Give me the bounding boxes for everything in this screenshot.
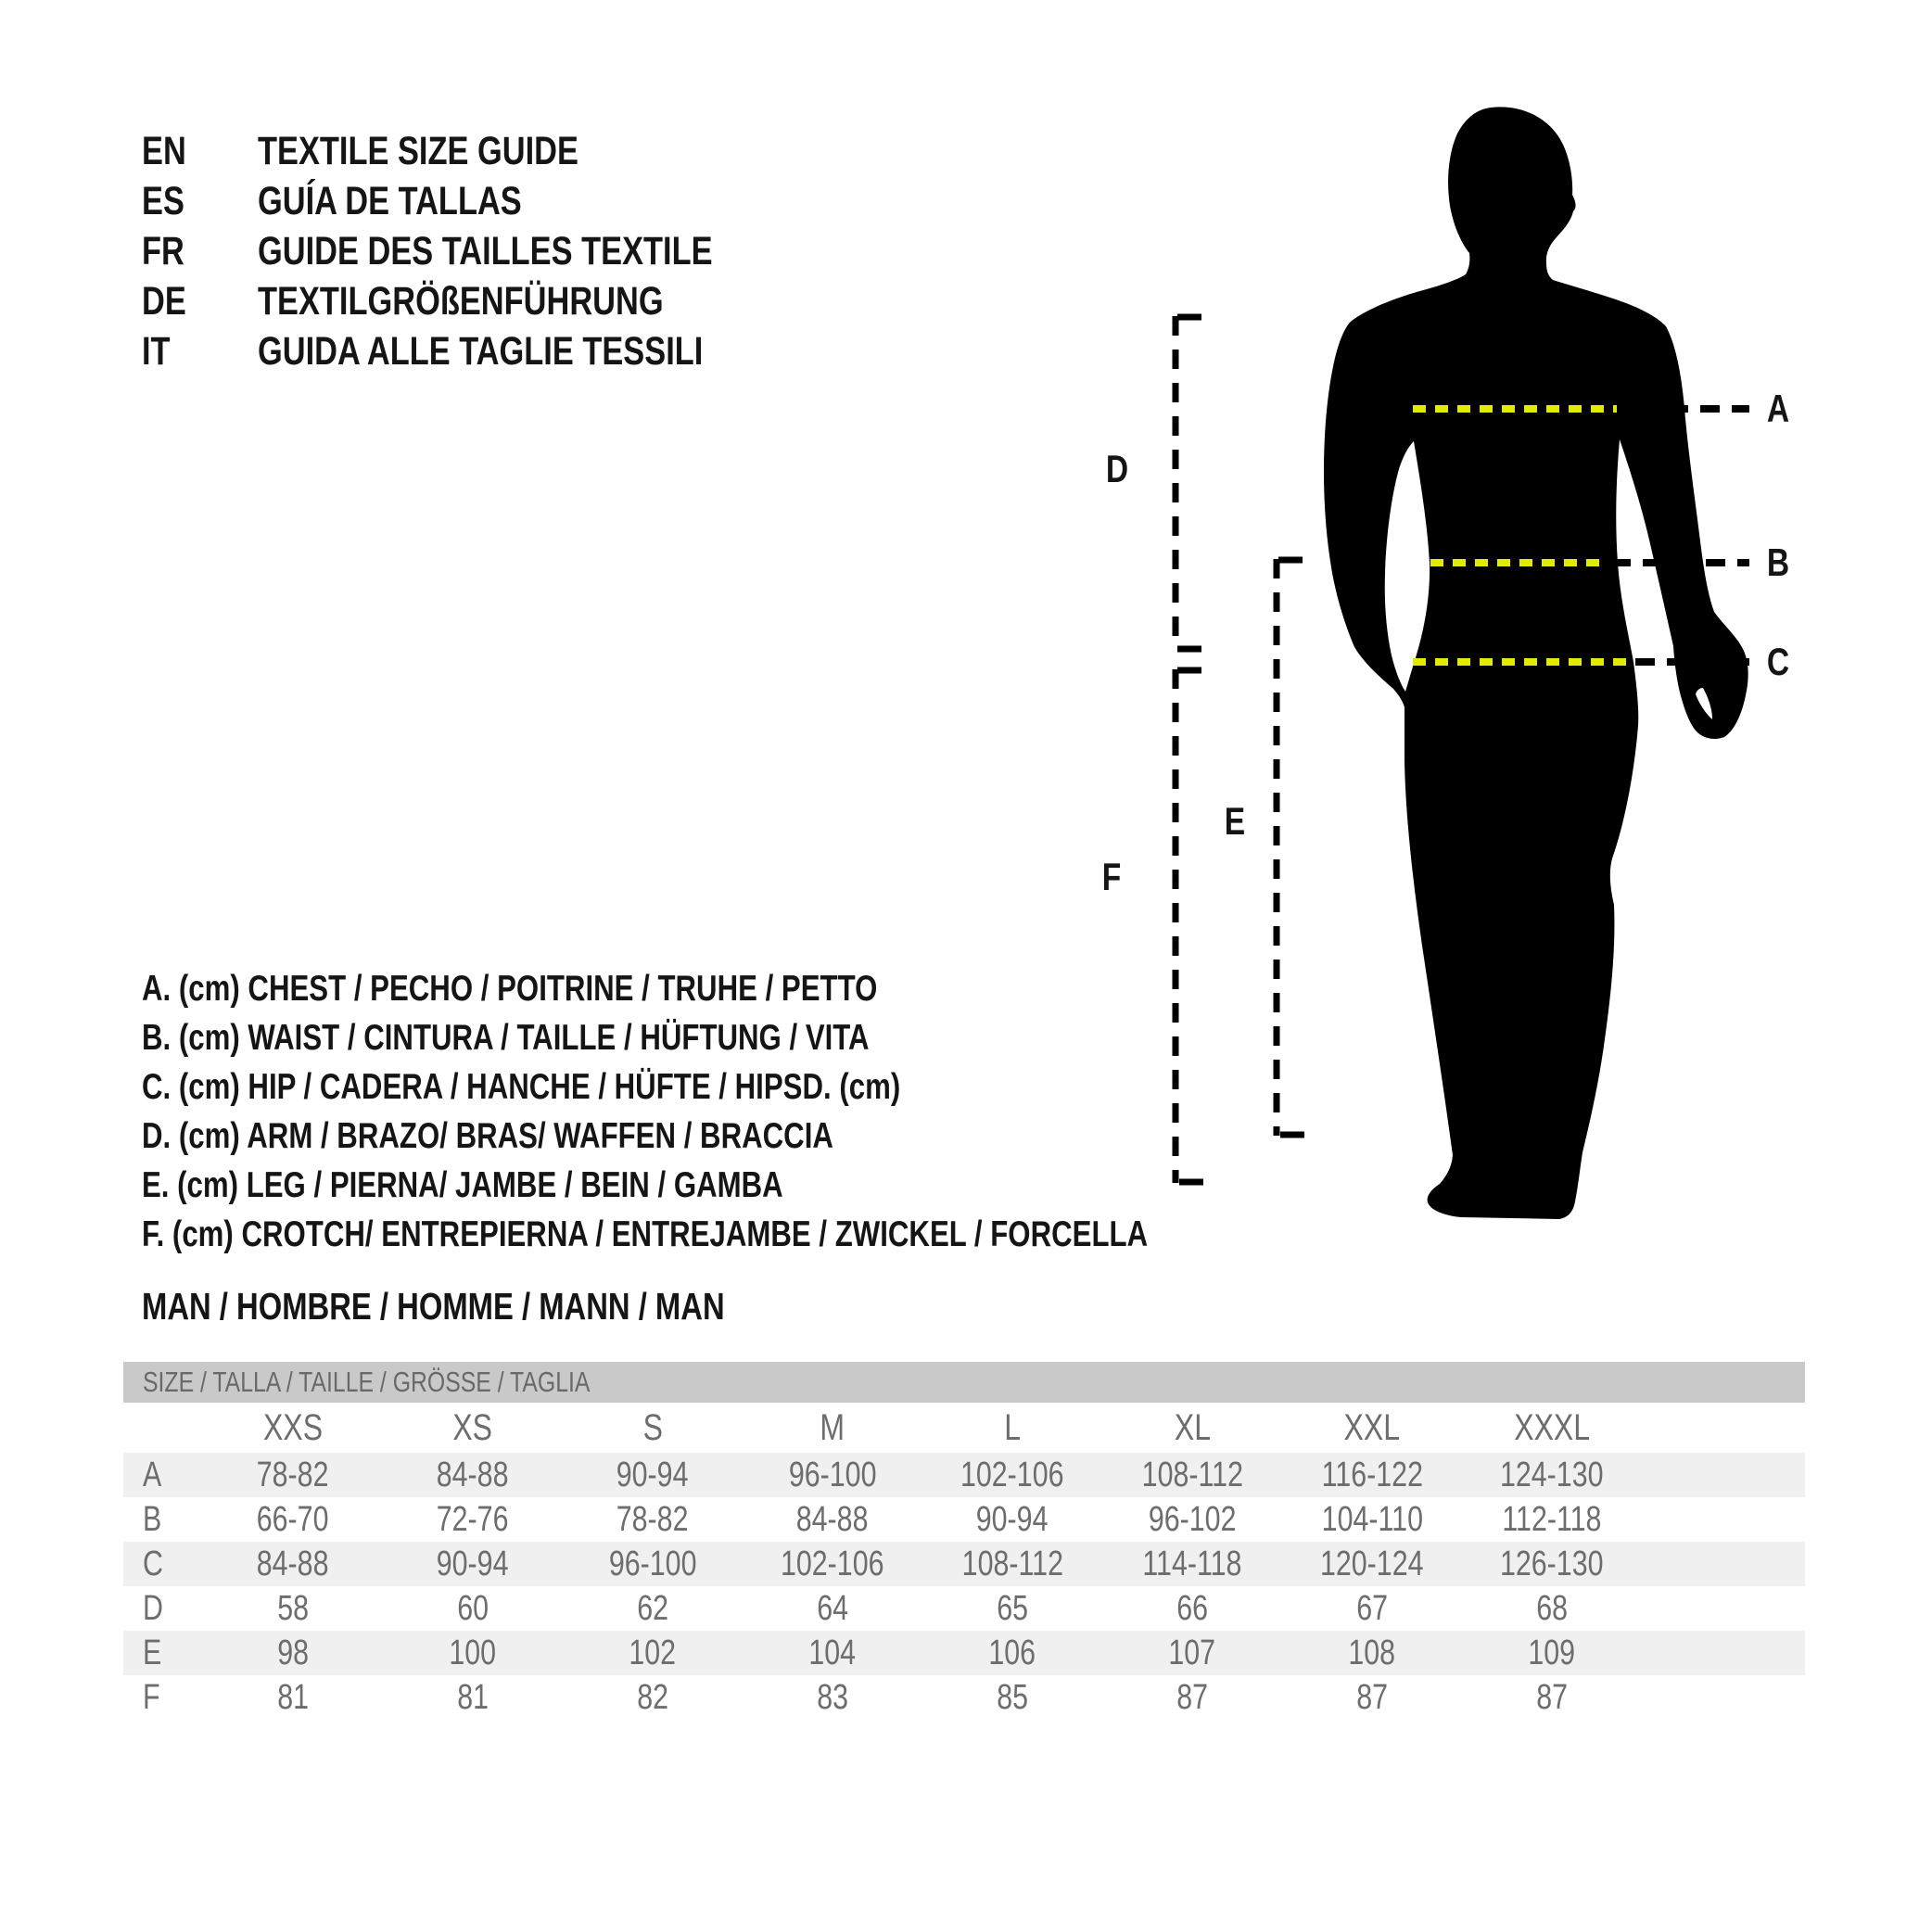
cell-value: 68 [1536, 1588, 1568, 1628]
cell-value: 90-94 [616, 1455, 689, 1494]
cell-value: 98 [277, 1633, 309, 1672]
language-code: DE [142, 279, 186, 324]
cell-value: 90-94 [437, 1544, 509, 1583]
cell-value: 96-100 [608, 1544, 697, 1583]
measurement-legend [142, 964, 1399, 1259]
size-column-xxl: XXL [1343, 1406, 1401, 1448]
cell-value: 84-88 [437, 1455, 509, 1494]
row-label: B [143, 1499, 162, 1539]
cell-value: 81 [277, 1677, 309, 1717]
row-label: D [143, 1588, 163, 1628]
cell-value: 58 [277, 1588, 309, 1628]
guide-title-es: GUÍA DE TALLAS [258, 179, 522, 223]
cell-value: 109 [1528, 1633, 1576, 1672]
size-column-s: S [642, 1406, 663, 1448]
size-column-xxs: XXS [262, 1406, 324, 1448]
size-column-xxxl: XXXL [1514, 1406, 1590, 1448]
language-row-it [142, 326, 826, 376]
cell-value: 114-118 [1142, 1544, 1242, 1583]
cell-value: 102-106 [781, 1544, 884, 1583]
size-column-m: M [820, 1406, 845, 1448]
language-row-de [142, 276, 826, 326]
cell-value: 124-130 [1500, 1455, 1604, 1494]
cell-value: 87 [1176, 1677, 1208, 1717]
legend-item-arm: D. (cm) ARM / BRAZO/ BRAS/ WAFFEN / BRACCIA [142, 1116, 833, 1156]
cell-value: 60 [457, 1588, 489, 1628]
row-label: A [143, 1455, 162, 1494]
cell-value: 90-94 [976, 1499, 1049, 1539]
cell-value: 120-124 [1320, 1544, 1424, 1583]
figure-label-crotch: F [1101, 855, 1122, 898]
table-row-f [123, 1675, 1805, 1720]
size-header-row [123, 1403, 1805, 1453]
size-column-l: L [1004, 1406, 1021, 1448]
cell-value: 65 [997, 1588, 1028, 1628]
language-code: ES [142, 179, 184, 223]
size-column-xl: XL [1174, 1406, 1211, 1448]
table-header-bar: SIZE / TALLA / TAILLE / GRÖSSE / TAGLIA [123, 1362, 1805, 1403]
language-code: EN [142, 129, 186, 173]
legend-item-chest: A. (cm) CHEST / PECHO / POITRINE / TRUHE / PETTO [142, 969, 878, 1009]
cell-value: 85 [997, 1677, 1028, 1717]
row-label: F [143, 1677, 160, 1717]
size-table [123, 1362, 1805, 1720]
language-row-fr [142, 226, 826, 276]
cell-value: 87 [1356, 1677, 1388, 1717]
cell-value: 102 [629, 1633, 677, 1672]
table-row-b [123, 1497, 1805, 1542]
language-code: FR [142, 229, 184, 273]
row-label: E [143, 1633, 162, 1672]
cell-value: 104-110 [1321, 1499, 1423, 1539]
size-column-xs: XS [452, 1406, 493, 1448]
cell-value: 64 [817, 1588, 848, 1628]
legend-item-crotch: F. (cm) CROTCH/ ENTREPIERNA / ENTREJAMBE / ZWICKEL / FORCELLA [142, 1214, 1149, 1254]
cell-value: 72-76 [437, 1499, 509, 1539]
cell-value: 107 [1168, 1633, 1216, 1672]
cell-value: 108-112 [961, 1544, 1063, 1583]
cell-value: 84-88 [796, 1499, 869, 1539]
figure-label-leg: E [1224, 799, 1246, 843]
cell-value: 116-122 [1321, 1455, 1423, 1494]
figure-label-hip: C [1766, 640, 1790, 683]
cell-value: 66 [1176, 1588, 1208, 1628]
guide-title-de: TEXTILGRÖßENFÜHRUNG [258, 279, 664, 324]
language-code: IT [142, 329, 171, 374]
table-row-e [123, 1631, 1805, 1675]
cell-value: 102-106 [960, 1455, 1064, 1494]
figure-label-waist: B [1766, 540, 1790, 584]
cell-value: 108 [1348, 1633, 1396, 1672]
cell-value: 67 [1356, 1588, 1388, 1628]
cell-value: 81 [457, 1677, 489, 1717]
language-row-es [142, 176, 826, 226]
language-title-list [142, 126, 826, 376]
cell-value: 83 [817, 1677, 848, 1717]
legend-item-leg: E. (cm) LEG / PIERNA/ JAMBE / BEIN / GAMBA [142, 1165, 783, 1205]
legend-item-hip: C. (cm) HIP / CADERA / HANCHE / HÜFTE / HIPSD. (cm) [142, 1067, 901, 1107]
figure-label-arm: D [1105, 447, 1129, 490]
cell-value: 106 [988, 1633, 1036, 1672]
cell-value: 96-100 [788, 1455, 877, 1494]
cell-value: 100 [449, 1633, 497, 1672]
cell-value: 78-82 [257, 1455, 329, 1494]
cell-value: 112-118 [1502, 1499, 1602, 1539]
table-row-d [123, 1586, 1805, 1631]
cell-value: 82 [637, 1677, 668, 1717]
cell-value: 66-70 [257, 1499, 329, 1539]
category-line: MAN / HOMBRE / HOMME / MANN / MAN [142, 1285, 725, 1328]
cell-value: 87 [1536, 1677, 1568, 1717]
guide-title-fr: GUIDE DES TAILLES TEXTILE [258, 229, 713, 273]
legend-item-waist: B. (cm) WAIST / CINTURA / TAILLE / HÜFTUNG / VITA [142, 1018, 870, 1058]
table-row-c [123, 1542, 1805, 1586]
guide-title-en: TEXTILE SIZE GUIDE [258, 129, 578, 173]
guide-title-it: GUIDA ALLE TAGLIE TESSILI [258, 329, 704, 374]
cell-value: 108-112 [1141, 1455, 1243, 1494]
figure-label-chest: A [1766, 387, 1790, 430]
cell-value: 62 [637, 1588, 668, 1628]
cell-value: 84-88 [257, 1544, 329, 1583]
row-label: C [143, 1544, 163, 1583]
cell-value: 78-82 [616, 1499, 689, 1539]
cell-value: 104 [808, 1633, 857, 1672]
cell-value: 126-130 [1500, 1544, 1604, 1583]
cell-value: 96-102 [1148, 1499, 1237, 1539]
table-row-a [123, 1453, 1805, 1497]
language-row-en [142, 126, 826, 176]
